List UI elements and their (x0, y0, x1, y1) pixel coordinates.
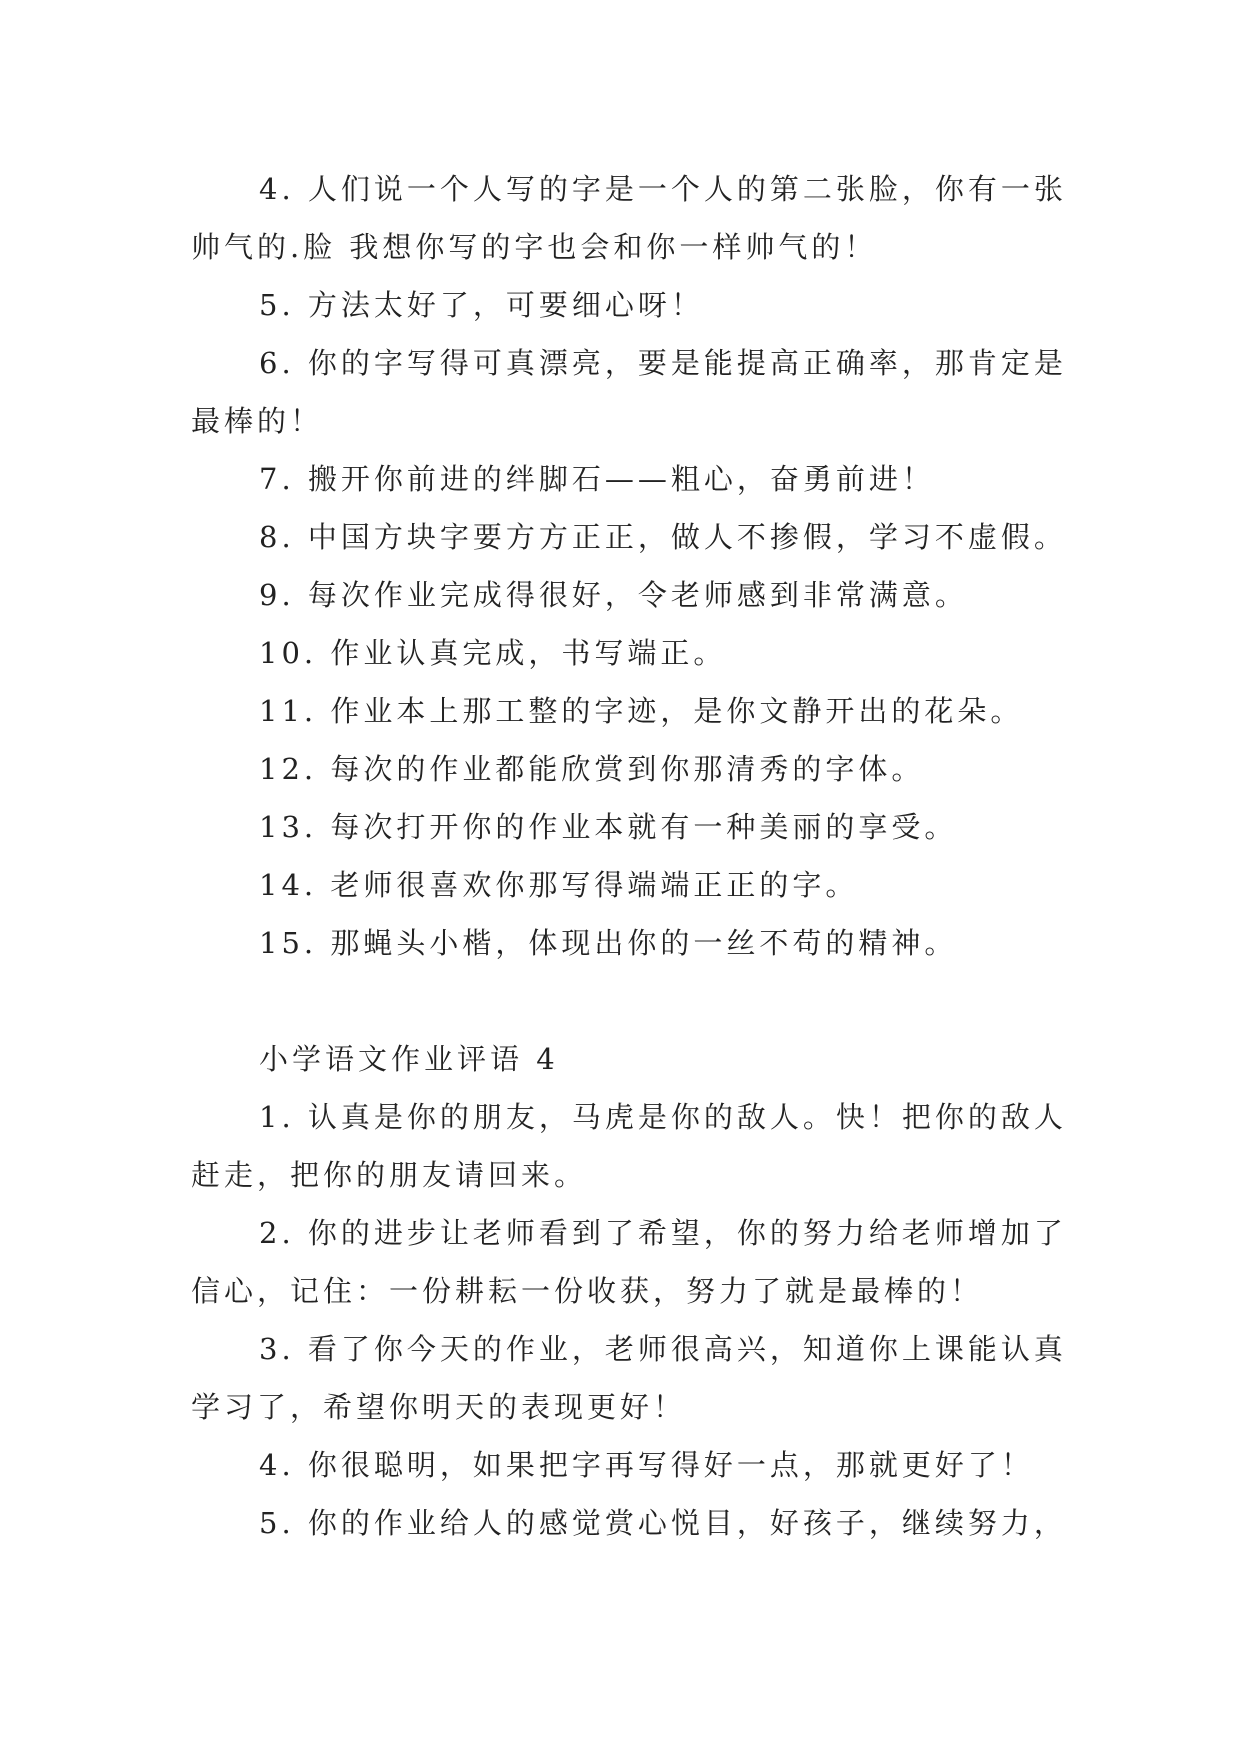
section-heading: 小学语文作业评语 4 (259, 1042, 559, 1076)
comment-item: 4. 人们说一个人写的字是一个人的第二张脸，你有一张帅气的.脸 我想你写的字也会和你一样帅气的！ (191, 172, 1067, 264)
comment-item: 11. 作业本上那工整的字迹，是你文静开出的花朵。 (259, 694, 1024, 728)
comment-item: 13. 每次打开你的作业本就有一种美丽的享受。 (259, 810, 958, 844)
comment-item: 7. 搬开你前进的绊脚石——粗心，奋勇前进！ (259, 462, 935, 496)
comment-item: 14. 老师很喜欢你那写得端端正正的字。 (259, 868, 859, 902)
comment-item: 10. 作业认真完成，书写端正。 (259, 636, 727, 670)
comment-item: 9. 每次作业完成得很好，令老师感到非常满意。 (259, 578, 968, 612)
comment-item: 5. 你的作业给人的感觉赏心悦目，好孩子，继续努力， (259, 1506, 1067, 1540)
comment-item: 8. 中国方块字要方方正正，做人不掺假，学习不虚假。 (259, 520, 1067, 554)
comment-item: 2. 你的进步让老师看到了希望，你的努力给老师增加了信心，记住：一份耕耘一份收获，努力了就是最棒的！ (191, 1216, 1067, 1308)
comment-item: 6. 你的字写得可真漂亮，要是能提高正确率，那肯定是最棒的！ (191, 346, 1067, 438)
comment-item: 3. 看了你今天的作业，老师很高兴，知道你上课能认真学习了，希望你明天的表现更好！ (191, 1332, 1067, 1424)
section-gap (191, 972, 1071, 1030)
comment-item: 15. 那蝇头小楷，体现出你的一丝不苟的精神。 (259, 926, 958, 960)
comment-item: 12. 每次的作业都能欣赏到你那清秀的字体。 (259, 752, 925, 786)
comment-item: 1. 认真是你的朋友，马虎是你的敌人。快！把你的敌人赶走，把你的朋友请回来。 (191, 1100, 1067, 1192)
comment-item: 4. 你很聪明，如果把字再写得好一点，那就更好了！ (259, 1448, 1034, 1482)
comment-item: 5. 方法太好了，可要细心呀！ (259, 288, 704, 322)
document-body (191, 160, 1071, 1552)
